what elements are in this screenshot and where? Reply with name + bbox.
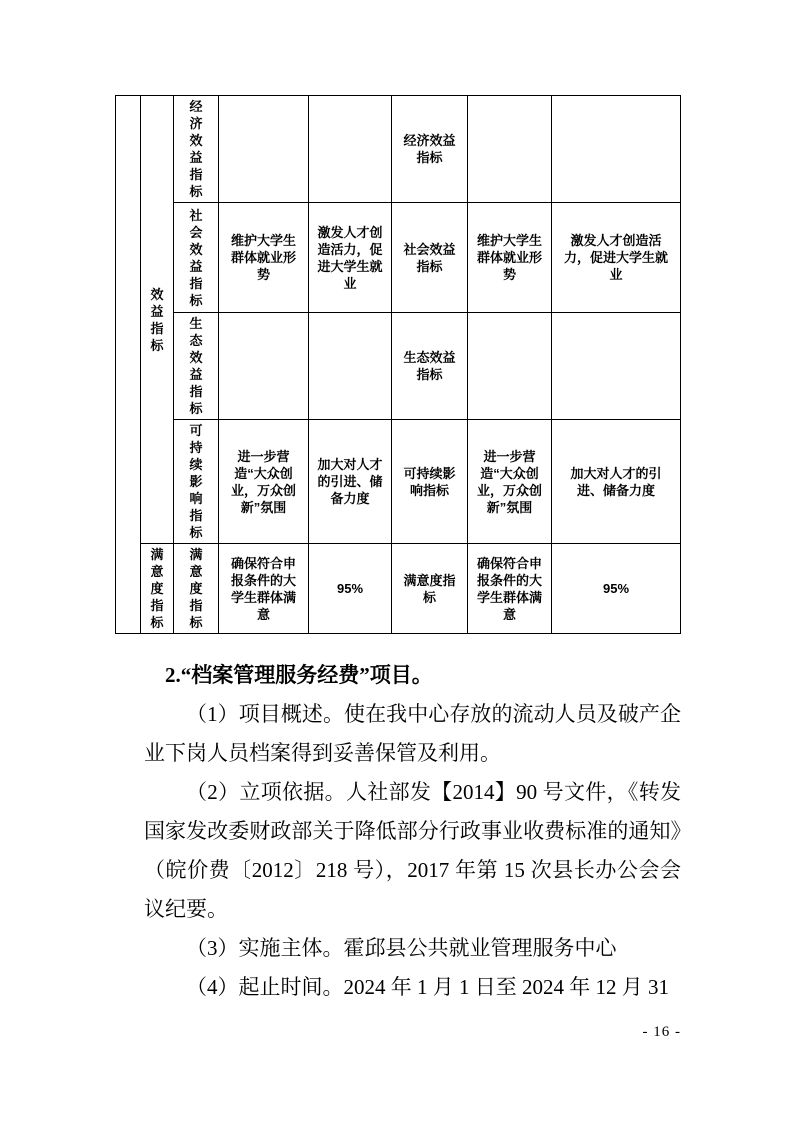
table-left-spacer-cell: [116, 96, 141, 634]
row-sub-label-cell: [174, 420, 219, 544]
table-cell: 进一步营造“大众创业，万众创新”氛围: [468, 420, 552, 544]
table-cell: 经济效益指标: [392, 96, 468, 203]
table-cell: 激发人才创造活力，促进大学生就业: [552, 203, 681, 313]
paragraph-project-overview: （1）项目概述。使在我中心存放的流动人员及破产企业下岗人员档案得到妥善保管及利用。: [144, 702, 681, 765]
table-cell: [468, 96, 552, 203]
row-sub-label: 可持续影响指标: [189, 423, 203, 540]
table-cell: [219, 96, 309, 203]
table-cell: 维护大学生群体就业形势: [219, 203, 309, 313]
table-cell: 满意度指标: [392, 544, 468, 634]
table-cell: 95%: [309, 544, 392, 634]
row-group-label: 效益指标: [150, 286, 164, 353]
table-cell: [219, 313, 309, 420]
table-cell: 95%: [552, 544, 681, 634]
body-text: [144, 656, 681, 1007]
performance-indicator-table-wrap: [115, 95, 681, 634]
row-group-label-cell: [141, 544, 174, 634]
row-sub-label: 社会效益指标: [189, 207, 203, 308]
performance-indicator-table: [115, 95, 681, 634]
table-cell: [552, 96, 681, 203]
table-cell: 激发人才创造活力，促进大学生就业: [309, 203, 392, 313]
row-sub-label: 经济效益指标: [189, 99, 203, 199]
table-cell: [309, 313, 392, 420]
page-number: - 16 -: [642, 1024, 681, 1040]
table-cell: [468, 313, 552, 420]
table-cell: 确保符合申报条件的大学生群体满意: [219, 544, 309, 634]
row-sub-label: 满意度指标: [189, 547, 203, 630]
table-cell: 加大对人才的引进、储备力度: [309, 420, 392, 544]
paragraph-project-basis: （2）立项依据。人社部发【2014】90 号文件，《转发国家发改委财政部关于降低部分行政事业收费标准的通知》（皖价费〔2012〕218 号），2017 年第 15 次县长办公会会议纪要。: [144, 780, 681, 921]
row-sub-label-cell: [174, 96, 219, 203]
table-cell: [309, 96, 392, 203]
table-cell: 社会效益指标: [392, 203, 468, 313]
paragraph-time-range: （4）起止时间。2024 年 1 月 1 日至 2024 年 12 月 31: [186, 975, 669, 999]
table-cell: [552, 313, 681, 420]
paragraph-implementing-body: （3）实施主体。霍邱县公共就业管理服务中心: [186, 936, 617, 960]
table-cell: 生态效益指标: [392, 313, 468, 420]
table-cell: 可持续影响指标: [392, 420, 468, 544]
row-group-label-cell: [141, 96, 174, 544]
table-cell: 进一步营造“大众创业，万众创新”氛围: [219, 420, 309, 544]
table-cell: 维护大学生群体就业形势: [468, 203, 552, 313]
table-cell: 确保符合申报条件的大学生群体满意: [468, 544, 552, 634]
row-sub-label-cell: [174, 313, 219, 420]
section-heading: 2.“档案管理服务经费”项目。: [165, 663, 433, 687]
row-sub-label-cell: [174, 544, 219, 634]
row-sub-label: 生态效益指标: [189, 316, 203, 416]
table-cell: 加大对人才的引进、储备力度: [552, 420, 681, 544]
row-sub-label-cell: [174, 203, 219, 313]
row-group-label: 满意度指标: [150, 547, 164, 630]
